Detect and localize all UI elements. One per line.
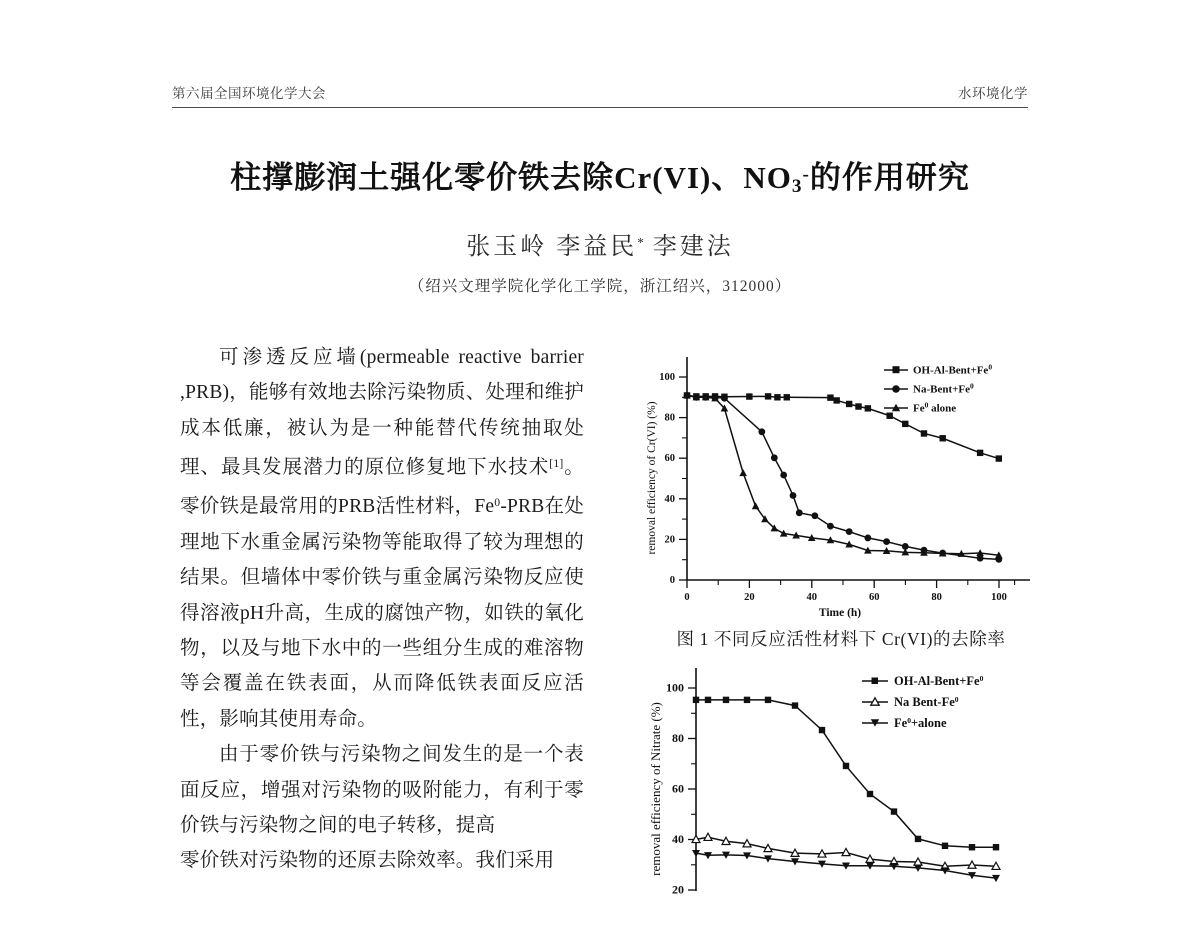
- figure-2-series-group: [692, 697, 1000, 882]
- running-head-rule: [172, 107, 1028, 108]
- svg-text:40: 40: [672, 832, 684, 846]
- paragraph-1-text: 可渗透反应墙(permeable reactive barrier ,PRB)，能够有效地去除污染物质、处理和维护成本低廉，被认为是一种能替代传统抽取处理、最具发展潜力的原位修复地下水技术: [180, 347, 584, 479]
- svg-text:Fe0 alone: Fe$^0$ alone: [913, 400, 957, 415]
- svg-text:100: 100: [666, 680, 684, 695]
- title-superscript: -: [802, 163, 810, 185]
- svg-text:80: 80: [931, 592, 942, 603]
- body-column-left: [180, 340, 584, 872]
- body-column-right: [640, 348, 1042, 897]
- svg-text:40: 40: [806, 592, 818, 603]
- title-main: 柱撑膨润土强化零价铁去除Cr(VI)、NO: [230, 160, 792, 195]
- paragraph-2-cut-line: 零价铁对污染物的还原去除效率。我们采用: [180, 850, 555, 872]
- series-line: [687, 395, 999, 555]
- figure-1-chart: [640, 348, 1042, 620]
- author-list: [0, 226, 1200, 261]
- running-head-right: 水环境化学: [958, 86, 1028, 101]
- svg-text:20: 20: [664, 534, 675, 546]
- paragraph-1: [180, 340, 584, 737]
- running-head-left: 第六届全国环境化学大会: [172, 86, 326, 101]
- series-line: [687, 395, 999, 559]
- svg-text:100: 100: [991, 592, 1007, 603]
- corresponding-author-mark: *: [637, 234, 644, 250]
- svg-text:0: 0: [669, 575, 675, 586]
- svg-text:Na-Bent+Fe0: $Na-Bent+Fe^0$: [913, 381, 974, 396]
- figure-2-y-axis-label: removal efficiency of Nitrate (%): [648, 702, 663, 876]
- svg-text:80: 80: [672, 731, 684, 745]
- svg-text:60: 60: [664, 453, 675, 465]
- svg-text:60: 60: [672, 781, 684, 796]
- paragraph-1-cont-b: -PRB在处理地下水重金属污染物等能取得了较为理想的结果。但墙体中零价铁与重金属污染物反应使得溶液pH升高，生成的腐蚀产物，如铁的氧化物，以及与地下水中的一些组分生成的难溶物等会覆盖在铁表面，从而降低铁表面反应活性，影响其使用寿命。: [180, 496, 584, 730]
- svg-text:Fe0+alone: $Fe^0+alone$: [894, 716, 947, 730]
- svg-text:Na Bent-Fe0: Na Bent-Fe$^0$: [894, 695, 959, 709]
- author-names-after: 李建法: [643, 234, 734, 260]
- figure-1-series-group: [683, 392, 1002, 563]
- figure-2-y-axis: [666, 681, 696, 897]
- svg-text:100: 100: [659, 372, 675, 383]
- figure-1-y-axis-label: removal efficiency of Cr(VI) (%): [646, 401, 658, 555]
- svg-text:20: 20: [672, 882, 684, 897]
- figure-1-caption: 图 1 不同反应活性材料下 Cr(VI)的去除率: [676, 629, 1006, 649]
- title-subscript: 3: [791, 176, 803, 198]
- figure-2-legend: [862, 674, 984, 730]
- running-head: [172, 82, 1028, 102]
- page-title: [0, 152, 1200, 198]
- svg-text:80: 80: [664, 412, 675, 424]
- series-line: [696, 700, 996, 847]
- title-tail: 的作用研究: [809, 160, 970, 195]
- author-names-before: 张玉岭 李益民: [466, 234, 638, 260]
- svg-text:20: 20: [744, 592, 755, 603]
- figure-1: [640, 348, 1042, 651]
- figure-2: [640, 659, 1042, 897]
- figure-1-legend: [884, 363, 992, 415]
- figure-1-x-axis: [684, 580, 1014, 603]
- fe-zero-superscript: 0: [494, 496, 501, 510]
- citation-ref-1: [1]: [549, 457, 564, 471]
- paragraph-2: 由于零价铁与污染物之间发生的是一个表面反应，增强对污染物的吸附能力，有利于零价铁与污染物之间的电子转移，提高: [180, 744, 584, 836]
- svg-text:0: 0: [684, 592, 690, 603]
- svg-text:40: 40: [664, 493, 675, 505]
- svg-text:OH-Al-Bent+Fe0: $OH-Al-Bent+Fe^0$: [913, 362, 993, 377]
- svg-text:60: 60: [868, 592, 880, 603]
- svg-text:OH-Al-Bent+Fe0: $OH-Al-Bent+Fe^0$: [894, 674, 984, 688]
- figure-1-y-axis: [659, 372, 687, 586]
- paragraph-2-cut-line-wrapper: [180, 843, 584, 872]
- figure-2-chart: [640, 659, 1042, 931]
- affiliation: （绍兴文理学院化学化工学院，浙江绍兴，312000）: [408, 278, 792, 295]
- paragraph-1-cont-a: 。零价铁是最常用的PRB活性材料，Fe: [180, 457, 584, 518]
- figure-1-x-axis-label: Time (h): [818, 607, 862, 619]
